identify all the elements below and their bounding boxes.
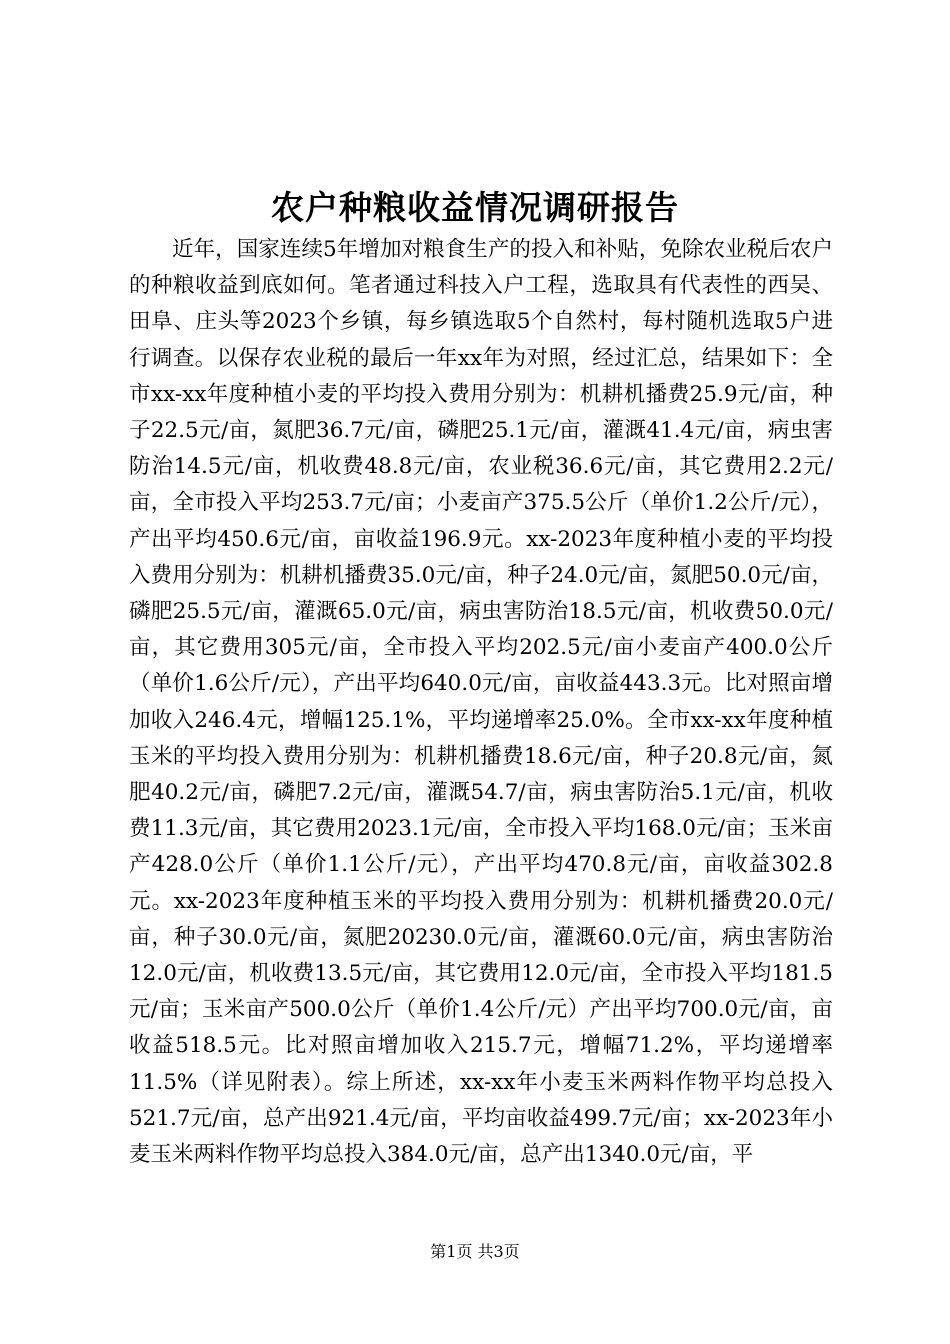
document-title: 农户种粮收益情况调研报告 xyxy=(271,188,679,227)
page-footer xyxy=(0,1240,950,1264)
body-paragraph: 近年，国家连续5年增加对粮食生产的投入和补贴，免除农业税后农户的种粮收益到底如何。笔者通过科技入户工程，选取具有代表性的西吴、田阜、庄头等2023个乡镇，每乡镇选取5个自然村，每村随机选取5户进行调查。以保存农业税的最后一年xx年为对照，经过汇总，结果如下：全市xx-xx年度种植小麦的平均投入费用分别为：机耕机播费25.9元/亩，种子22.5元/亩，氮肥36.7元/亩，磷肥25.1元/亩，灌溉41.4元/亩，病虫害防治14.5元/亩，机收费48.8元/亩，农业税36.6元/亩，其它费用2.2元/亩，全市投入平均253.7元/亩；小麦亩产375.5公斤（单价1.2公斤/元），产出平均450.6元/亩，亩收益196.9元。xx-2023年度种植小麦的平均投入费用分别为：机耕机播费35.0元/亩，种子24.0元/亩，氮肥50.0元/亩，磷肥25.5元/亩，灌溉65.0元/亩，病虫害防治18.5元/亩，机收费50.0元/亩，其它费用305元/亩，全市投入平均202.5元/亩小麦亩产400.0公斤（单价1.6公斤/元），产出平均640.0元/亩，亩收益443.3元。比对照亩增加收入246.4元，增幅125.1%，平均递增率25.0%。全市xx-xx年度种植玉米的平均投入费用分别为：机耕机播费18.6元/亩，种子20.8元/亩，氮肥40.2元/亩，磷肥7.2元/亩，灌溉54.7/亩，病虫害防治5.1元/亩，机收费11.3元/亩，其它费用2023.1元/亩，全市投入平均168.0元/亩；玉米亩产428.0公斤（单价1.1公斤/元），产出平均470.8元/亩，亩收益302.8元。xx-2023年度种植玉米的平均投入费用分别为：机耕机播费20.0元/亩，种子30.0元/亩，氮肥20230.0元/亩，灌溉60.0元/亩，病虫害防治12.0元/亩，机收费13.5元/亩，其它费用12.0元/亩，全市投入平均181.5元/亩；玉米亩产500.0公斤（单价1.4公斤/元）产出平均700.0元/亩，亩收益518.5元。比对照亩增加收入215.7元，增幅71.2%，平均递增率11.5%（详见附表）。综上所述，xx-xx年小麦玉米两料作物平均总投入521.7元/亩，总产出921.4元/亩，平均亩收益499.7元/亩；xx-2023年小麦玉米两料作物平均总投入384.0元/亩，总产出1340.0元/亩，平 xyxy=(129,237,833,1168)
page-number: 第1页 xyxy=(430,1242,473,1261)
page-total: 共3页 xyxy=(477,1242,520,1261)
